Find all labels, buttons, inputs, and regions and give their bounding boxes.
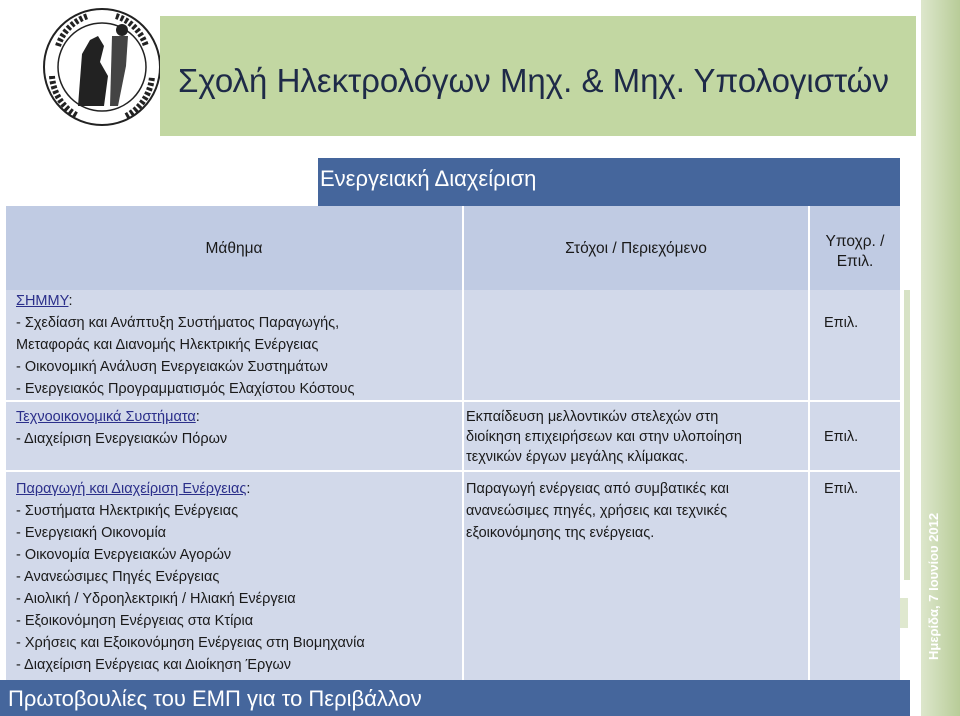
row-line: - Σχεδίαση και Ανάπτυξη Συστήματος Παραγωγής, xyxy=(16,315,340,331)
column-header-label: Μάθημα xyxy=(205,240,263,257)
table-row-goals xyxy=(464,290,808,400)
table-row-course xyxy=(6,472,462,680)
row-line: - Ενεργειακή Οικονομία xyxy=(16,525,167,541)
row-type: Επιλ. xyxy=(824,315,859,331)
row-line: - Ανανεώσιμες Πηγές Ενέργειας xyxy=(16,569,220,585)
side-strip-text: Ημερίδα, 7 Ιουνίου 2012 xyxy=(926,512,941,660)
ntua-logo-icon xyxy=(38,6,166,128)
row-line: - Διαχείριση Ενεργειακών Πόρων xyxy=(16,431,228,447)
row-heading: Παραγωγή και Διαχείριση Ενέργειας xyxy=(16,481,247,497)
row-line: - Αιολική / Υδροηλεκτρική / Ηλιακή Ενέργεια xyxy=(16,591,296,607)
row-line: - Χρήσεις και Εξοικονόμηση Ενέργειας στη Βιομηχανία xyxy=(16,635,365,651)
row-line: - Διαχείριση Ενέργειας και Διοίκηση Έργων xyxy=(16,657,292,673)
row-type: Επιλ. xyxy=(824,429,859,445)
column-header-label: Στόχοι / Περιεχόμενο xyxy=(565,240,707,257)
row-goal: εξοικονόμησης της ενέργειας. xyxy=(466,525,655,541)
table-row-course xyxy=(6,402,462,470)
row-heading: Τεχνοοικονομικά Συστήματα xyxy=(16,409,196,425)
row-heading-suffix: : xyxy=(68,293,73,309)
table-row-type xyxy=(810,402,900,470)
row-line: - Εξοικονόμηση Ενέργειας στα Κτίρια xyxy=(16,613,254,629)
row-line: - Οικονομία Ενεργειακών Αγορών xyxy=(16,547,232,563)
table-row-type xyxy=(810,472,900,680)
table-caption xyxy=(318,158,900,206)
footer-text: Πρωτοβουλίες του ΕΜΠ για το Περιβάλλον xyxy=(8,686,422,711)
row-line: - Συστήματα Ηλεκτρικής Ενέργειας xyxy=(16,503,239,519)
row-line: - Ενεργειακός Προγραμματισμός Ελαχίστου Κόστους xyxy=(16,381,355,397)
row-heading: ΣΗΜΜΥ xyxy=(16,293,69,309)
row-goal: ανανεώσιμες πηγές, χρήσεις και τεχνικές xyxy=(466,503,728,519)
row-goal: Παραγωγή ενέργειας από συμβατικές και xyxy=(466,481,729,497)
table-caption-text: Ενεργειακή Διαχείριση xyxy=(320,166,537,191)
column-header-type xyxy=(810,206,900,290)
footer-bar xyxy=(0,680,910,716)
row-type: Επιλ. xyxy=(824,481,859,497)
row-heading-suffix: : xyxy=(195,409,200,425)
column-header-course xyxy=(6,206,462,290)
table-row-course xyxy=(6,290,462,400)
table-row-goals xyxy=(464,472,808,680)
table-row-type xyxy=(810,290,900,400)
row-goal: τεχνικών έργων μεγάλης κλίμακας. xyxy=(466,449,689,465)
row-goal: Εκπαίδευση μελλοντικών στελεχών στη xyxy=(466,409,719,425)
page-title: Σχολή Ηλεκτρολόγων Μηχ. & Μηχ. Υπολογιστών xyxy=(178,62,889,99)
decorative-bar xyxy=(904,290,910,580)
column-header-label: Υποχρ. /Επιλ. xyxy=(825,233,885,270)
row-heading-suffix: : xyxy=(246,481,251,497)
row-line: Μεταφοράς και Διανομής Ηλεκτρικής Ενέργειας xyxy=(16,337,319,353)
column-header-goals xyxy=(464,206,808,290)
row-goal: διοίκηση επιχειρήσεων και στην υλοποίηση xyxy=(466,429,742,445)
table-row-goals xyxy=(464,402,808,470)
row-line: - Οικονομική Ανάλυση Ενεργειακών Συστημάτων xyxy=(16,359,328,375)
